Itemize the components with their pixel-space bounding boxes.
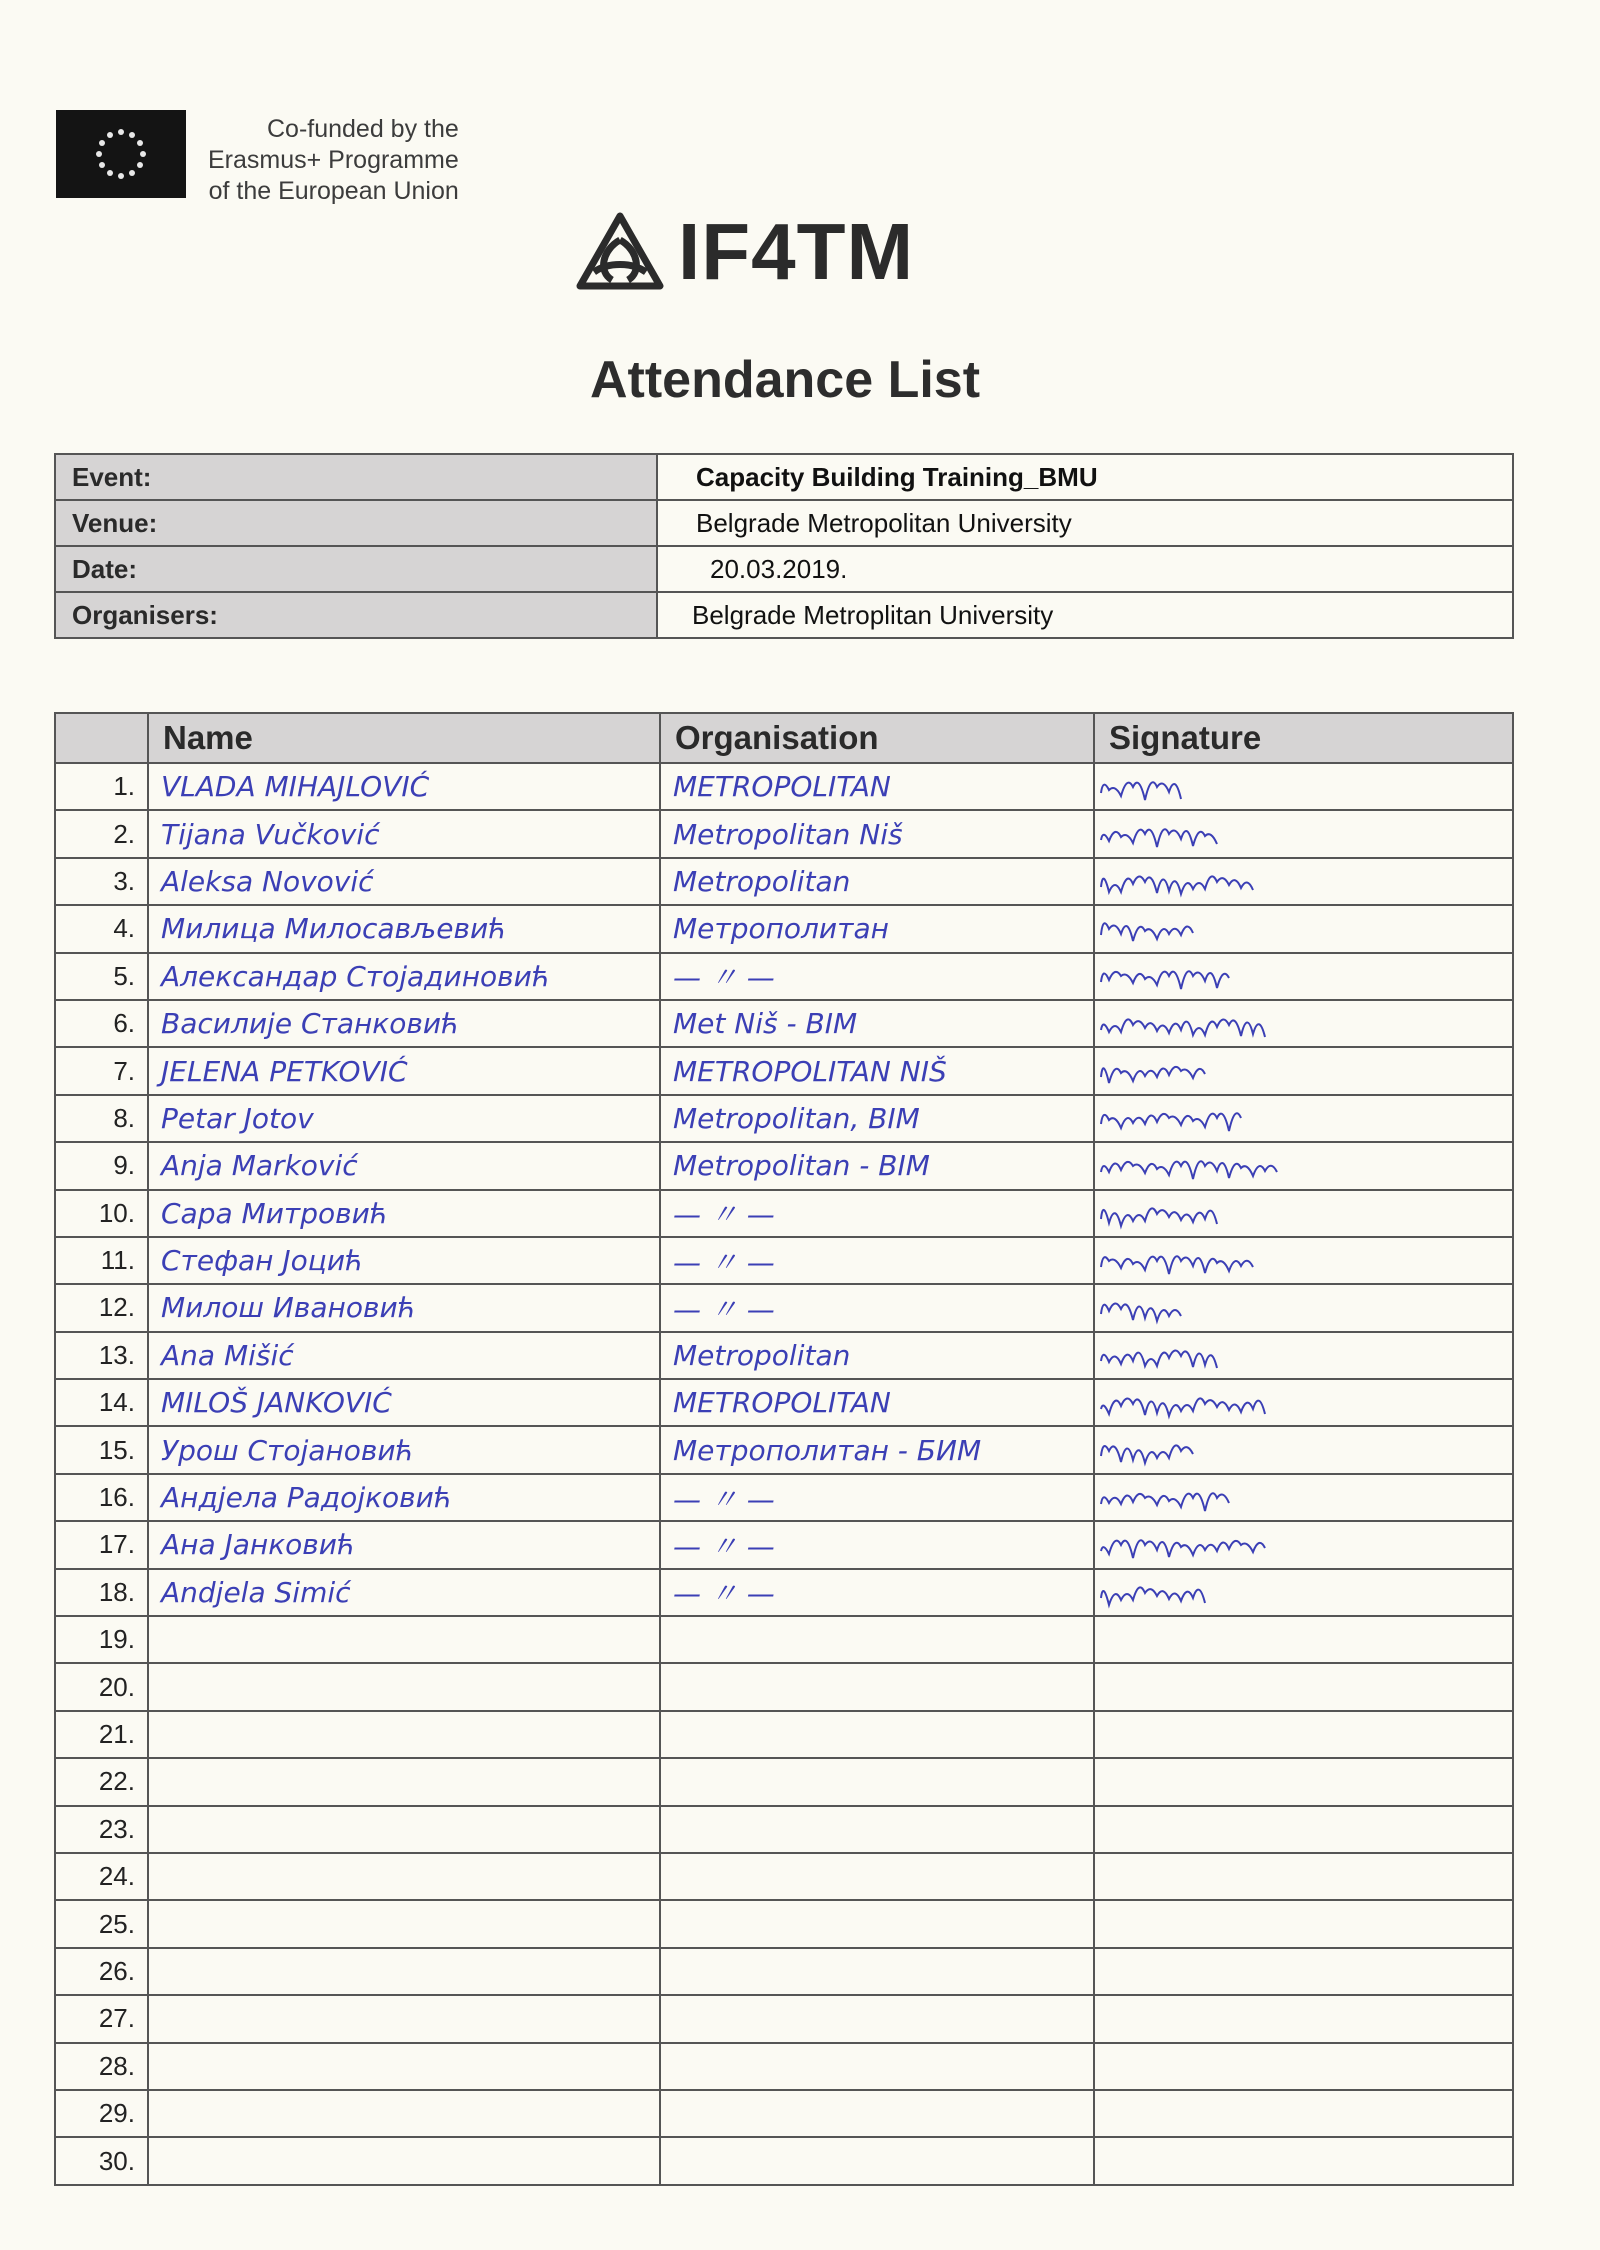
attendee-name-cell (148, 1900, 660, 1947)
organisation-cell (660, 1426, 1094, 1473)
signature-scribble (1095, 1383, 1295, 1423)
organisation-cell (660, 1569, 1094, 1616)
organisation-name: METROPOLITAN (673, 770, 891, 804)
signature-scribble (1095, 956, 1295, 996)
attendee-name: MILOŠ JANKOVIĆ (161, 1386, 392, 1420)
page-title: Attendance List (589, 351, 981, 409)
organisation-name: — 〃 — (673, 1482, 775, 1516)
table-row (55, 1190, 1513, 1237)
signature-cell (1094, 1142, 1513, 1189)
organisation-cell (660, 1995, 1094, 2042)
signature-cell (1094, 1900, 1513, 1947)
organisation-name: Metropolitan (673, 1338, 851, 1372)
attendee-name-cell (148, 1237, 660, 1284)
table-row (55, 1900, 1513, 1947)
attendee-name: Aleksa Novović (161, 864, 374, 898)
eu-line: of the European Union (208, 177, 459, 205)
row-number: 28. (55, 2043, 148, 2090)
signature-cell (1094, 810, 1513, 857)
table-row (55, 1142, 1513, 1189)
attendee-name-cell (148, 1569, 660, 1616)
attendee-name-cell (148, 1426, 660, 1473)
attendee-name-cell (148, 1000, 660, 1047)
attendee-name-cell (148, 1379, 660, 1426)
table-row (55, 1474, 1513, 1521)
row-number: 19. (55, 1616, 148, 1663)
header-signature: Signature (1094, 713, 1513, 763)
info-value: Capacity Building Training_BMU (657, 454, 1513, 500)
row-number: 27. (55, 1995, 148, 2042)
attendee-name: Tijana Vučković (161, 817, 380, 851)
attendee-name-cell (148, 1095, 660, 1142)
table-row (55, 1569, 1513, 1616)
attendee-name: Сара Митровић (161, 1196, 389, 1230)
row-number: 5. (55, 953, 148, 1000)
organisation-name: — 〃 — (673, 961, 775, 995)
organisation-cell (660, 2090, 1094, 2137)
attendee-name-cell (148, 1853, 660, 1900)
signature-cell (1094, 1332, 1513, 1379)
table-row (55, 1663, 1513, 1710)
row-number: 30. (55, 2137, 148, 2184)
signature-cell (1094, 1711, 1513, 1758)
attendee-name-cell (148, 2090, 660, 2137)
attendee-name-cell (148, 1663, 660, 1710)
attendee-name: Стефан Јоцић (161, 1244, 364, 1278)
attendee-name: Андјела Радојковић (161, 1481, 453, 1515)
signature-cell (1094, 1853, 1513, 1900)
organisation-cell (660, 1758, 1094, 1805)
attendee-name-cell (148, 1521, 660, 1568)
table-row (55, 1284, 1513, 1331)
table-row (55, 1332, 1513, 1379)
table-row (55, 1853, 1513, 1900)
info-row-date (55, 546, 1513, 592)
organisation-name: Metropolitan Niš (673, 817, 903, 851)
info-value: Belgrade Metropolitan University (657, 500, 1513, 546)
signature-cell (1094, 1426, 1513, 1473)
row-number: 24. (55, 1853, 148, 1900)
table-row (55, 2043, 1513, 2090)
attendee-name-cell (148, 1616, 660, 1663)
organisation-name: — 〃 — (673, 1529, 775, 1563)
attendee-name-cell (148, 1284, 660, 1331)
table-row (55, 1047, 1513, 1094)
if4tm-logo (572, 207, 915, 296)
attendee-name-cell (148, 2043, 660, 2090)
signature-cell (1094, 1237, 1513, 1284)
table-row (55, 858, 1513, 905)
table-row (55, 2090, 1513, 2137)
signature-scribble (1095, 1525, 1295, 1565)
signature-scribble (1095, 1241, 1295, 1281)
info-value: Belgrade Metroplitan University (657, 592, 1513, 638)
row-number: 21. (55, 1711, 148, 1758)
signature-cell (1094, 2043, 1513, 2090)
signature-cell (1094, 2090, 1513, 2137)
row-number: 6. (55, 1000, 148, 1047)
eu-line: Erasmus+ Programme (208, 146, 459, 174)
info-label: Organisers: (55, 592, 657, 638)
signature-cell (1094, 905, 1513, 952)
info-row-organisers (55, 592, 1513, 638)
organisation-cell (660, 1806, 1094, 1853)
signature-cell (1094, 1000, 1513, 1047)
row-number: 29. (55, 2090, 148, 2137)
attendee-name-cell (148, 1190, 660, 1237)
table-row (55, 1237, 1513, 1284)
signature-scribble (1095, 1288, 1295, 1328)
signature-scribble (1095, 909, 1295, 949)
row-number: 20. (55, 1663, 148, 1710)
table-row (55, 1995, 1513, 2042)
organisation-cell (660, 2043, 1094, 2090)
row-number: 26. (55, 1948, 148, 1995)
attendee-name: Petar Jotov (161, 1101, 314, 1135)
attendee-name-cell (148, 763, 660, 810)
attendee-name-cell (148, 810, 660, 857)
attendee-name-cell (148, 1948, 660, 1995)
organisation-name: Met Niš - BIM (673, 1007, 858, 1041)
attendee-name: Урош Стојановић (161, 1433, 414, 1467)
signature-scribble (1095, 1430, 1295, 1470)
row-number: 7. (55, 1047, 148, 1094)
organisation-cell (660, 1000, 1094, 1047)
organisation-name: METROPOLITAN (673, 1386, 891, 1420)
row-number: 8. (55, 1095, 148, 1142)
signature-cell (1094, 1284, 1513, 1331)
attendee-name: Anja Marković (161, 1149, 358, 1183)
brand-name: IF4TM (678, 207, 915, 296)
organisation-name: Metropolitan (673, 864, 851, 898)
attendance-table (54, 712, 1514, 2186)
organisation-cell (660, 2137, 1094, 2184)
row-number: 11. (55, 1237, 148, 1284)
attendee-name-cell (148, 1047, 660, 1094)
eu-flag-icon (56, 110, 186, 198)
event-info-table (54, 453, 1514, 639)
attendee-name-cell (148, 905, 660, 952)
attendee-name-cell (148, 2137, 660, 2184)
organisation-cell (660, 1948, 1094, 1995)
eu-cofunding-logo (56, 110, 459, 207)
header-number (55, 713, 148, 763)
table-row (55, 1521, 1513, 1568)
table-row (55, 1948, 1513, 1995)
attendee-name-cell (148, 1758, 660, 1805)
row-number: 25. (55, 1900, 148, 1947)
eu-cofunding-text (208, 114, 459, 207)
organisation-name: METROPOLITAN NIŠ (673, 1054, 947, 1088)
organisation-name: — 〃 — (673, 1577, 775, 1611)
signature-cell (1094, 858, 1513, 905)
organisation-cell (660, 1237, 1094, 1284)
organisation-cell (660, 1379, 1094, 1426)
info-row-event (55, 454, 1513, 500)
row-number: 14. (55, 1379, 148, 1426)
organisation-cell (660, 905, 1094, 952)
row-number: 22. (55, 1758, 148, 1805)
signature-cell (1094, 1379, 1513, 1426)
signature-scribble (1095, 1572, 1295, 1612)
organisation-cell (660, 1190, 1094, 1237)
table-row (55, 810, 1513, 857)
table-row (55, 763, 1513, 810)
signature-scribble (1095, 1335, 1295, 1375)
signature-scribble (1095, 1098, 1295, 1138)
row-number: 17. (55, 1521, 148, 1568)
organisation-cell (660, 1284, 1094, 1331)
signature-cell (1094, 1095, 1513, 1142)
organisation-cell (660, 810, 1094, 857)
row-number: 13. (55, 1332, 148, 1379)
attendee-name: Василије Станковић (161, 1007, 460, 1041)
signature-cell (1094, 1521, 1513, 1568)
signature-cell (1094, 1616, 1513, 1663)
attendee-name: Andjela Simić (161, 1575, 351, 1609)
attendance-rows (55, 763, 1513, 2185)
attendee-name: VLADA MIHAJLOVIĆ (161, 770, 430, 804)
info-row-venue (55, 500, 1513, 546)
row-number: 12. (55, 1284, 148, 1331)
signature-cell (1094, 1474, 1513, 1521)
table-row (55, 1616, 1513, 1663)
signature-cell (1094, 763, 1513, 810)
table-row (55, 953, 1513, 1000)
eu-line: Co-funded by the (266, 115, 459, 143)
signature-scribble (1095, 1051, 1295, 1091)
attendee-name-cell (148, 1711, 660, 1758)
signature-scribble (1095, 814, 1295, 854)
organisation-cell (660, 953, 1094, 1000)
organisation-cell (660, 1711, 1094, 1758)
organisation-cell (660, 858, 1094, 905)
if4tm-knot-icon (572, 210, 668, 294)
attendee-name-cell (148, 953, 660, 1000)
attendee-name: JELENA PETKOVIĆ (161, 1054, 408, 1088)
signature-cell (1094, 1758, 1513, 1805)
row-number: 10. (55, 1190, 148, 1237)
signature-cell (1094, 953, 1513, 1000)
attendee-name-cell (148, 1806, 660, 1853)
attendee-name: Ана Јанковић (161, 1528, 356, 1562)
signature-scribble (1095, 1478, 1295, 1518)
row-number: 23. (55, 1806, 148, 1853)
signature-scribble (1095, 1004, 1295, 1044)
attendee-name-cell (148, 1474, 660, 1521)
row-number: 3. (55, 858, 148, 905)
row-number: 2. (55, 810, 148, 857)
organisation-name: — 〃 — (673, 1245, 775, 1279)
signature-cell (1094, 1948, 1513, 1995)
organisation-cell (660, 1521, 1094, 1568)
organisation-name: Metropolitan, BIM (673, 1101, 920, 1135)
signature-scribble (1095, 861, 1295, 901)
organisation-name: — 〃 — (673, 1292, 775, 1326)
signature-scribble (1095, 1193, 1295, 1233)
signature-cell (1094, 1806, 1513, 1853)
organisation-cell (660, 1616, 1094, 1663)
attendee-name-cell (148, 1995, 660, 2042)
info-value: 20.03.2019. (657, 546, 1513, 592)
row-number: 1. (55, 763, 148, 810)
organisation-cell (660, 1095, 1094, 1142)
signature-cell (1094, 1047, 1513, 1094)
signature-cell (1094, 1663, 1513, 1710)
table-row (55, 1711, 1513, 1758)
signature-cell (1094, 2137, 1513, 2184)
row-number: 16. (55, 1474, 148, 1521)
row-number: 9. (55, 1142, 148, 1189)
table-row (55, 1758, 1513, 1805)
attendee-name-cell (148, 1332, 660, 1379)
organisation-cell (660, 1332, 1094, 1379)
header-organisation: Organisation (660, 713, 1094, 763)
organisation-cell (660, 763, 1094, 810)
organisation-cell (660, 1853, 1094, 1900)
attendee-name-cell (148, 858, 660, 905)
organisation-cell (660, 1142, 1094, 1189)
header-name: Name (148, 713, 660, 763)
row-number: 15. (55, 1426, 148, 1473)
table-header-row (55, 713, 1513, 763)
attendee-name: Милица Милосављевић (161, 912, 507, 946)
signature-cell (1094, 1995, 1513, 2042)
row-number: 18. (55, 1569, 148, 1616)
organisation-cell (660, 1663, 1094, 1710)
attendee-name: Александар Стојадиновић (161, 959, 551, 993)
organisation-name: Метрополитан - БИМ (673, 1433, 982, 1467)
row-number: 4. (55, 905, 148, 952)
table-row (55, 1379, 1513, 1426)
organisation-name: Metropolitan - BIM (673, 1149, 930, 1183)
table-row (55, 1806, 1513, 1853)
attendee-name: Ana Mišić (161, 1338, 294, 1372)
table-row (55, 1000, 1513, 1047)
organisation-cell (660, 1900, 1094, 1947)
info-label: Event: (55, 454, 657, 500)
table-row (55, 1426, 1513, 1473)
attendee-name: Милош Ивановић (161, 1291, 416, 1325)
info-label: Date: (55, 546, 657, 592)
table-row (55, 1095, 1513, 1142)
attendee-name-cell (148, 1142, 660, 1189)
organisation-name: Метрополитан (673, 912, 889, 946)
signature-scribble (1095, 1146, 1295, 1186)
table-row (55, 905, 1513, 952)
organisation-cell (660, 1047, 1094, 1094)
table-row (55, 2137, 1513, 2184)
organisation-cell (660, 1474, 1094, 1521)
signature-cell (1094, 1569, 1513, 1616)
signature-scribble (1095, 767, 1295, 807)
info-label: Venue: (55, 500, 657, 546)
signature-cell (1094, 1190, 1513, 1237)
organisation-name: — 〃 — (673, 1198, 775, 1232)
